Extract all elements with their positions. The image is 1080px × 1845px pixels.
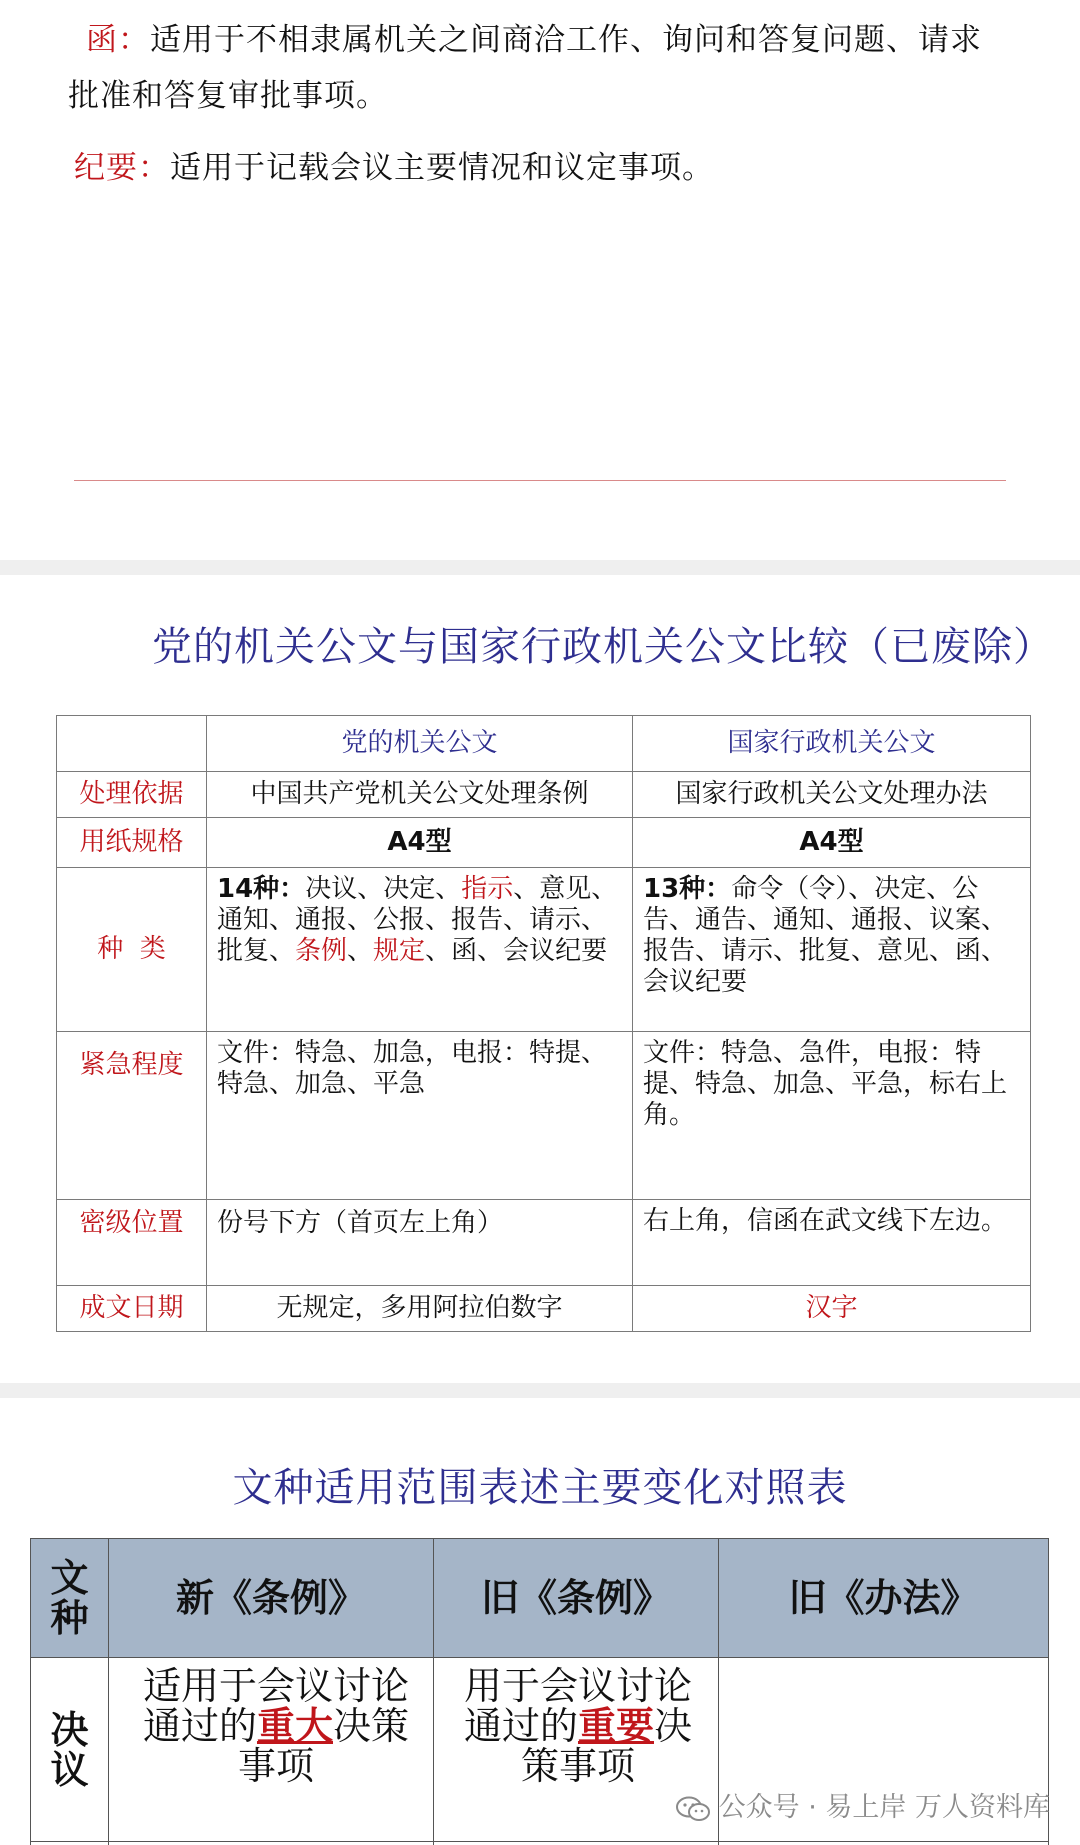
row-label-urgency: 紧急程度 [57, 1032, 207, 1200]
definitions-panel [0, 0, 1080, 560]
kind-cell: 决议 [31, 1658, 109, 1842]
han-text: 适用于不相隶属机关之间商洽工作、询问和答复问题、请求 [150, 22, 982, 58]
table-row [57, 1200, 1031, 1286]
cut-off-cell [109, 1842, 434, 1845]
state-date: 汉字 [633, 1286, 1031, 1332]
han-definition-line2: 批准和答复审批事项。 [68, 78, 388, 114]
party-types-text: 、函、会议纪要 [425, 936, 608, 966]
jiyao-text: 适用于记载会议主要情况和议定事项。 [170, 150, 714, 186]
state-header: 国家行政机关公文 [633, 716, 1031, 772]
state-paper: A4型 [633, 818, 1031, 868]
row-label-paper: 用纸规格 [57, 818, 207, 868]
table-row [57, 1286, 1031, 1332]
table-row [57, 772, 1031, 818]
abolished-type: 规定 [373, 936, 426, 966]
han-definition-line1 [86, 14, 982, 66]
old-regulation-header: 旧《条例》 [434, 1539, 719, 1658]
row-label-secrecy: 密级位置 [57, 1200, 207, 1286]
han-label: 函： [86, 22, 150, 58]
cell-text: 用于会议讨论通过的 [463, 1664, 692, 1748]
party-paper: A4型 [207, 818, 633, 868]
cut-off-cell [434, 1842, 719, 1845]
comparison-table [56, 715, 1031, 1332]
table-header-row [57, 716, 1031, 772]
state-secrecy: 右上角，信函在武文线下左边。 [633, 1200, 1031, 1286]
jiyao-label: 纪要： [74, 150, 170, 186]
watermark [675, 1785, 1050, 1824]
wechat-icon [675, 1796, 711, 1822]
slide-divider [74, 480, 1006, 481]
state-types-text: 命令（令）、决定、公告、通告、通知、通报、议案、报告、请示、批复、意见、函、会议纪要 [643, 874, 1008, 997]
kind-header: 文种 [31, 1539, 109, 1658]
abolished-type: 指示 [461, 874, 514, 904]
state-basis: 国家行政机关公文处理办法 [633, 772, 1031, 818]
watermark-text: 公众号 · 易上岸 万人资料库 [718, 1792, 1050, 1823]
party-types-text: 决议、决定、 [305, 874, 462, 904]
state-type-count: 13种： [643, 874, 732, 904]
row-label-types: 种 类 [57, 868, 207, 1032]
empty-corner-cell [57, 716, 207, 772]
party-secrecy: 份号下方（首页左上角） [207, 1200, 633, 1286]
row-label-basis: 处理依据 [57, 772, 207, 818]
old-measures-header: 旧《办法》 [719, 1539, 1049, 1658]
party-header: 党的机关公文 [207, 716, 633, 772]
comparison-panel [0, 575, 1080, 1383]
cell-text: 决策事项 [237, 1704, 410, 1788]
table-row [57, 868, 1031, 1032]
cell-text: 适用于会议讨论通过的 [142, 1664, 409, 1748]
new-regulation-header: 新《条例》 [109, 1539, 434, 1658]
table-row [57, 818, 1031, 868]
party-urgency: 文件：特急、加急，电报：特提、特急、加急、平急 [207, 1032, 633, 1200]
cell-text: 决策事项 [520, 1704, 693, 1788]
party-date: 无规定，多用阿拉伯数字 [207, 1286, 633, 1332]
new-regulation-cell [109, 1658, 434, 1842]
party-basis: 中国共产党机关公文处理条例 [207, 772, 633, 818]
changed-word: 重要 [577, 1704, 654, 1748]
changes-panel [0, 1398, 1080, 1845]
party-types-text: 、 [347, 936, 374, 966]
changed-word: 重大 [256, 1704, 333, 1748]
party-type-count: 14种： [217, 874, 306, 904]
changes-title: 文种适用范围表述主要变化对照表 [232, 1465, 848, 1511]
party-types-text: 、意见、通知、通报、公报、报告、请示、批复、 [217, 874, 618, 966]
abolished-type: 条例 [295, 936, 348, 966]
cut-off-cell [719, 1842, 1049, 1845]
table-row [31, 1842, 1049, 1845]
row-label-date: 成文日期 [57, 1286, 207, 1332]
jiyao-definition [74, 142, 714, 194]
state-urgency: 文件：特急、急件，电报：特提、特急、加急、平急，标右上角。 [633, 1032, 1031, 1200]
cut-off-cell [31, 1842, 109, 1845]
table-row [57, 1032, 1031, 1200]
comparison-title: 党的机关公文与国家行政机关公文比较（已废除） [152, 624, 1054, 670]
state-types [633, 868, 1031, 1032]
table-header-row [31, 1539, 1049, 1658]
party-types [207, 868, 633, 1032]
